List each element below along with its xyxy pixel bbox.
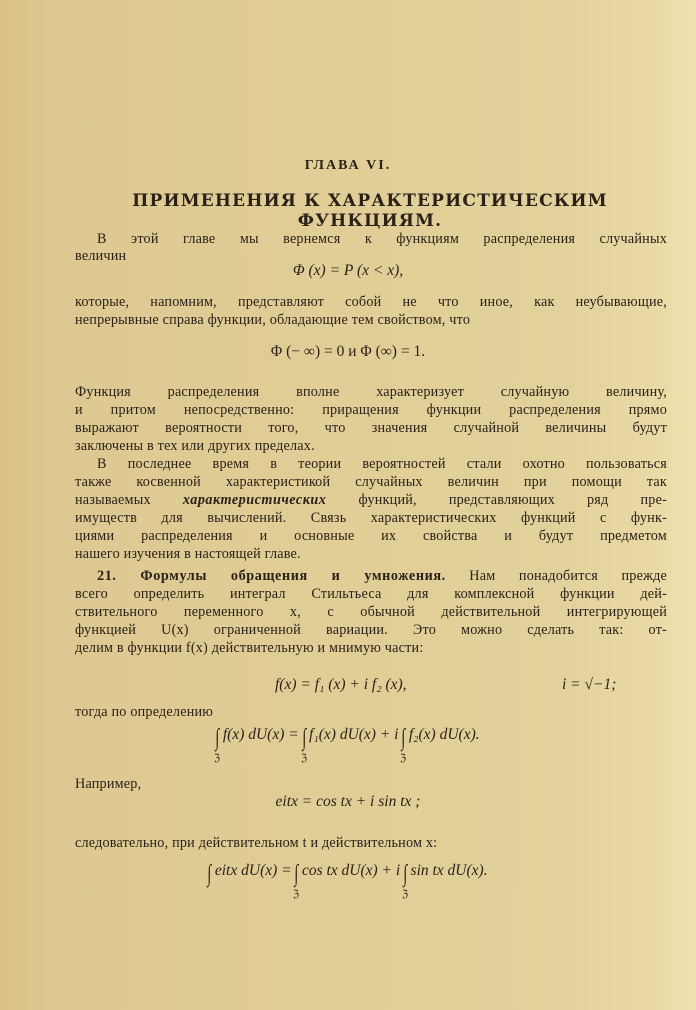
formula-euler [0,793,696,811]
section-heading: 21. Формулы обращения и умножения. [97,568,446,584]
para2-line-2: и притом непосредственно: приращения функции распределения прямо [75,402,667,418]
integral-sign: ∫ ℨ [214,725,221,764]
intro-line-3: которые, напомним, представляют собой не что иное, как неубывающие, [75,294,667,310]
para3-line-5: циями распределения и основные их свойства и будут предметом [75,528,667,544]
formula-text: i = √−1; [562,676,617,693]
text-span: называемых [75,492,151,508]
chapter-title: ПРИМЕНЕНИЯ К ХАРАКТЕРИСТИЧЕСКИМ ФУНКЦИЯМ. [132,191,608,231]
text-span: Нам понадобится прежде [469,568,667,584]
emphasized-term: характеристических [182,492,327,508]
formula-stieltjes-definition [0,725,696,764]
formula-text: eitx dU(x) = [214,862,292,879]
formula-text: f₂(x) dU(x). [408,726,480,743]
formula-stieltjes-exponential [0,861,696,900]
intro-line-4: непрерывные справа функции, обладающие тем свойством, что [75,312,471,328]
section-21-line-5: делим в функции f(x) действительную и мнимую части: [75,640,424,656]
section-21-line-8: следовательно, при действительном t и действительном x: [75,835,438,851]
formula-text: cos tx dU(x) + i [301,862,401,879]
section-21-line-4: функцией U(x) ограниченной вариации. Это можно сделать так: от- [75,622,667,638]
formula-text: f(x) dU(x) = [222,726,299,743]
integral-sign: ∫ [207,861,212,887]
section-21-line-6: тогда по определению [75,704,214,720]
para3-line-3 [75,491,667,509]
para2-line-3: выражают вероятности того, что значения случайной величины будут [75,420,667,436]
section-21-line-1 [97,567,667,585]
formula-text: eitx = cos tx + i sin tx ; [275,793,421,810]
para3-line-2: также косвенной характеристикой случайных величин при помощи так [75,474,667,490]
section-21-line-7: Например, [75,776,142,792]
intro-line-1: В этой главе мы вернемся к функциям распределения случайных [97,231,667,247]
para2-line-1: Функция распределения вполне характеризует случайную величину, [75,384,667,400]
intro-line-2: величин [75,248,127,264]
chapter-label: ГЛАВА VI. [304,158,392,173]
formula-distribution-function [0,262,696,280]
section-21-line-3: ствительного переменного x, с обычной действительной интегрирующей [75,604,667,620]
integral-sign: ∫ ℨ [293,861,300,900]
formula-text: f₁(x) dU(x) + i [309,726,399,743]
formula-text: Φ (x) = P (x < x), [292,262,404,279]
para3-line-4: имуществ для вычислений. Связь характеристических функций с функ- [75,510,667,526]
integral-sign: ∫ ℨ [300,725,307,764]
para3-line-6: нашего изучения в настоящей главе. [75,546,301,562]
formula-text: f(x) = f₁ (x) + i f₂ (x), [275,676,407,693]
section-21-line-2: всего определить интеграл Стильтьеса для комплексной функции дей- [75,586,667,602]
formula-limits: Φ (− ∞) = 0 и Φ (∞) = 1. [270,343,426,360]
integral-sign: ∫ ℨ [400,725,407,764]
para2-line-4: заключены в тех или других пределах. [75,438,315,454]
text-span: функций, представляющих ряд пре- [358,492,668,508]
integral-sign: ∫ ℨ [402,861,409,900]
para3-line-1: В последнее время в теории вероятностей стали охотно пользоваться [97,456,667,472]
formula-text: sin tx dU(x). [410,862,488,879]
